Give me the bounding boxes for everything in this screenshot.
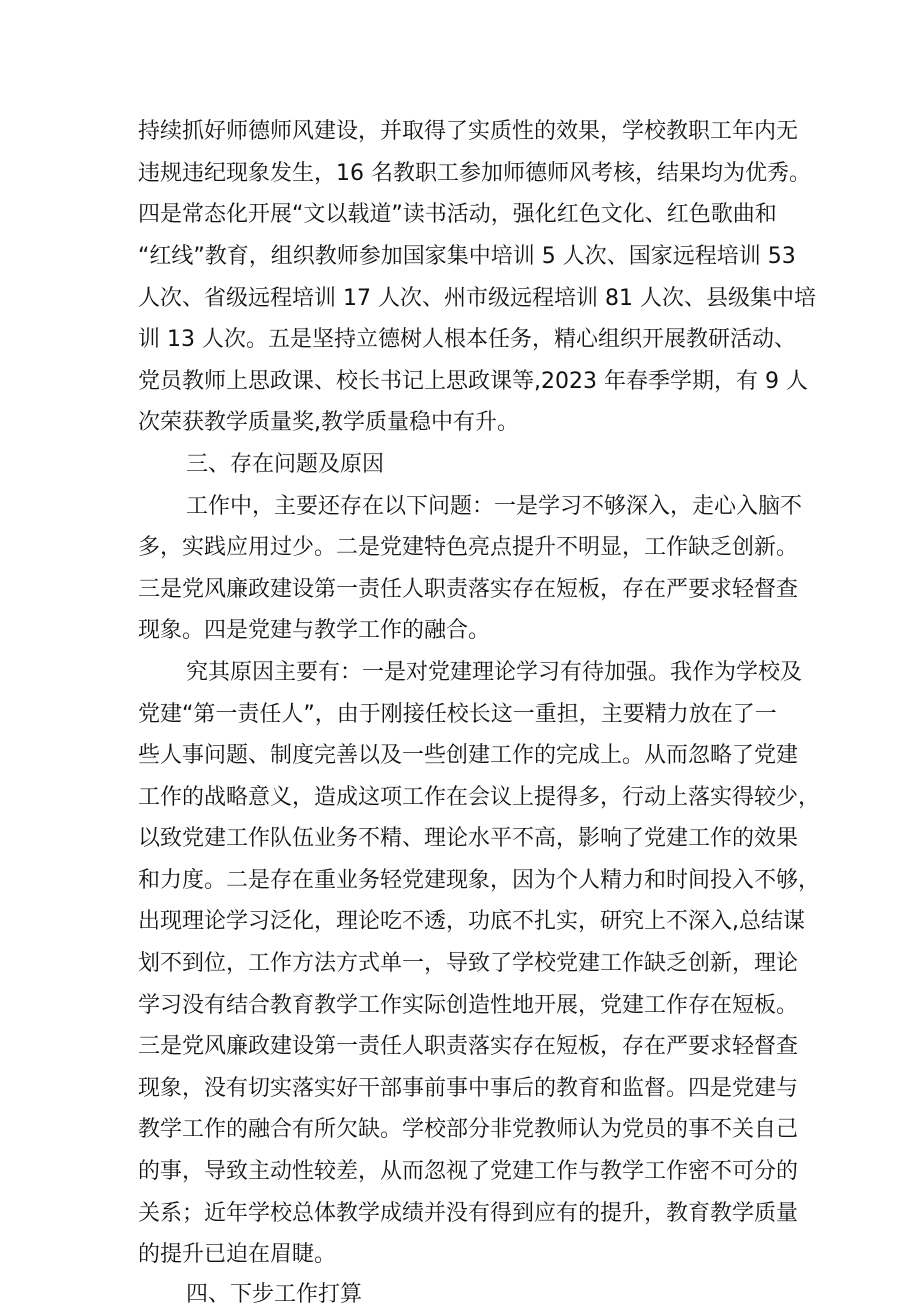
text-line: 现象，没有切实落实好干部事前事中事后的教育和监督。四是党建与 [138,1076,799,1101]
text-line: 违规违纪现象发生，16 名教职工参加师德师风考核，结果均为优秀。 [138,161,811,186]
text-line: 学习没有结合教育教学工作实际创造性地开展，党建工作存在短板。 [138,993,799,1018]
text-line: 以致党建工作队伍业务不精、理论水平不高，影响了党建工作的效果 [138,826,799,851]
text-line: 次荣获教学质量奖,教学质量稳中有升。 [138,410,519,435]
text-line: 训 13 人次。五是坚持立德树人根本任务，精心组织开展教研活动、 [138,327,796,352]
text-line: 关系；近年学校总体教学成绩并没有得到应有的提升，教育教学质量 [138,1201,799,1226]
text-line: 划不到位，工作方法方式单一，导致了学校党建工作缺乏创新，理论 [138,951,799,976]
section-heading: 四、下步工作打算 [186,1282,363,1307]
text-line: 三是党风廉政建设第一责任人职责落实存在短板，存在严要求轻督查 [138,577,799,602]
text-line: 多，实践应用过少。二是党建特色亮点提升不明显，工作缺乏创新。 [138,535,799,560]
text-line: 和力度。二是存在重业务轻党建现象，因为个人精力和时间投入不够， [138,868,821,893]
text-line: 工作的战略意义，造成这项工作在会议上提得多，行动上落实得较少， [138,785,821,810]
text-line: 教学工作的融合有所欠缺。学校部分非党教师认为党员的事不关自己 [138,1117,799,1142]
text-line: 工作中，主要还存在以下问题：一是学习不够深入，走心入脑不 [186,494,803,519]
text-line: 究其原因主要有：一是对党建理论学习有待加强。我作为学校及 [186,660,803,685]
text-line: 持续抓好师德师风建设，并取得了实质性的效果，学校教职工年内无 [138,119,799,144]
text-line: “红线”教育，组织教师参加国家集中培训 5 人次、国家远程培训 53 [138,244,796,269]
text-line: 的提升已迫在眉睫。 [138,1242,337,1267]
text-line: 三是党风廉政建设第一责任人职责落实存在短板，存在严要求轻督查 [138,1034,799,1059]
text-line: 四是常态化开展“文以载道”读书活动，强化红色文化、红色歌曲和 [138,202,777,227]
text-line: 人次、省级远程培训 17 人次、州市级远程培训 81 人次、县级集中培 [138,286,816,311]
text-line: 现象。四是党建与教学工作的融合。 [138,618,491,643]
text-line: 出现理论学习泛化，理论吃不透，功底不扎实，研究上不深入,总结谋 [138,909,805,934]
text-line: 些人事问题、制度完善以及一些创建工作的完成上。从而忽略了党建 [138,743,799,768]
text-line: 党员教师上思政课、校长书记上思政课等,2023 年春季学期，有 9 人 [138,369,808,394]
text-line: 的事，导致主动性较差，从而忽视了党建工作与教学工作密不可分的 [138,1159,799,1184]
text-line: 党建“第一责任人”，由于刚接任校长这一重担，主要精力放在了一 [138,702,777,727]
section-heading: 三、存在问题及原因 [186,452,385,477]
